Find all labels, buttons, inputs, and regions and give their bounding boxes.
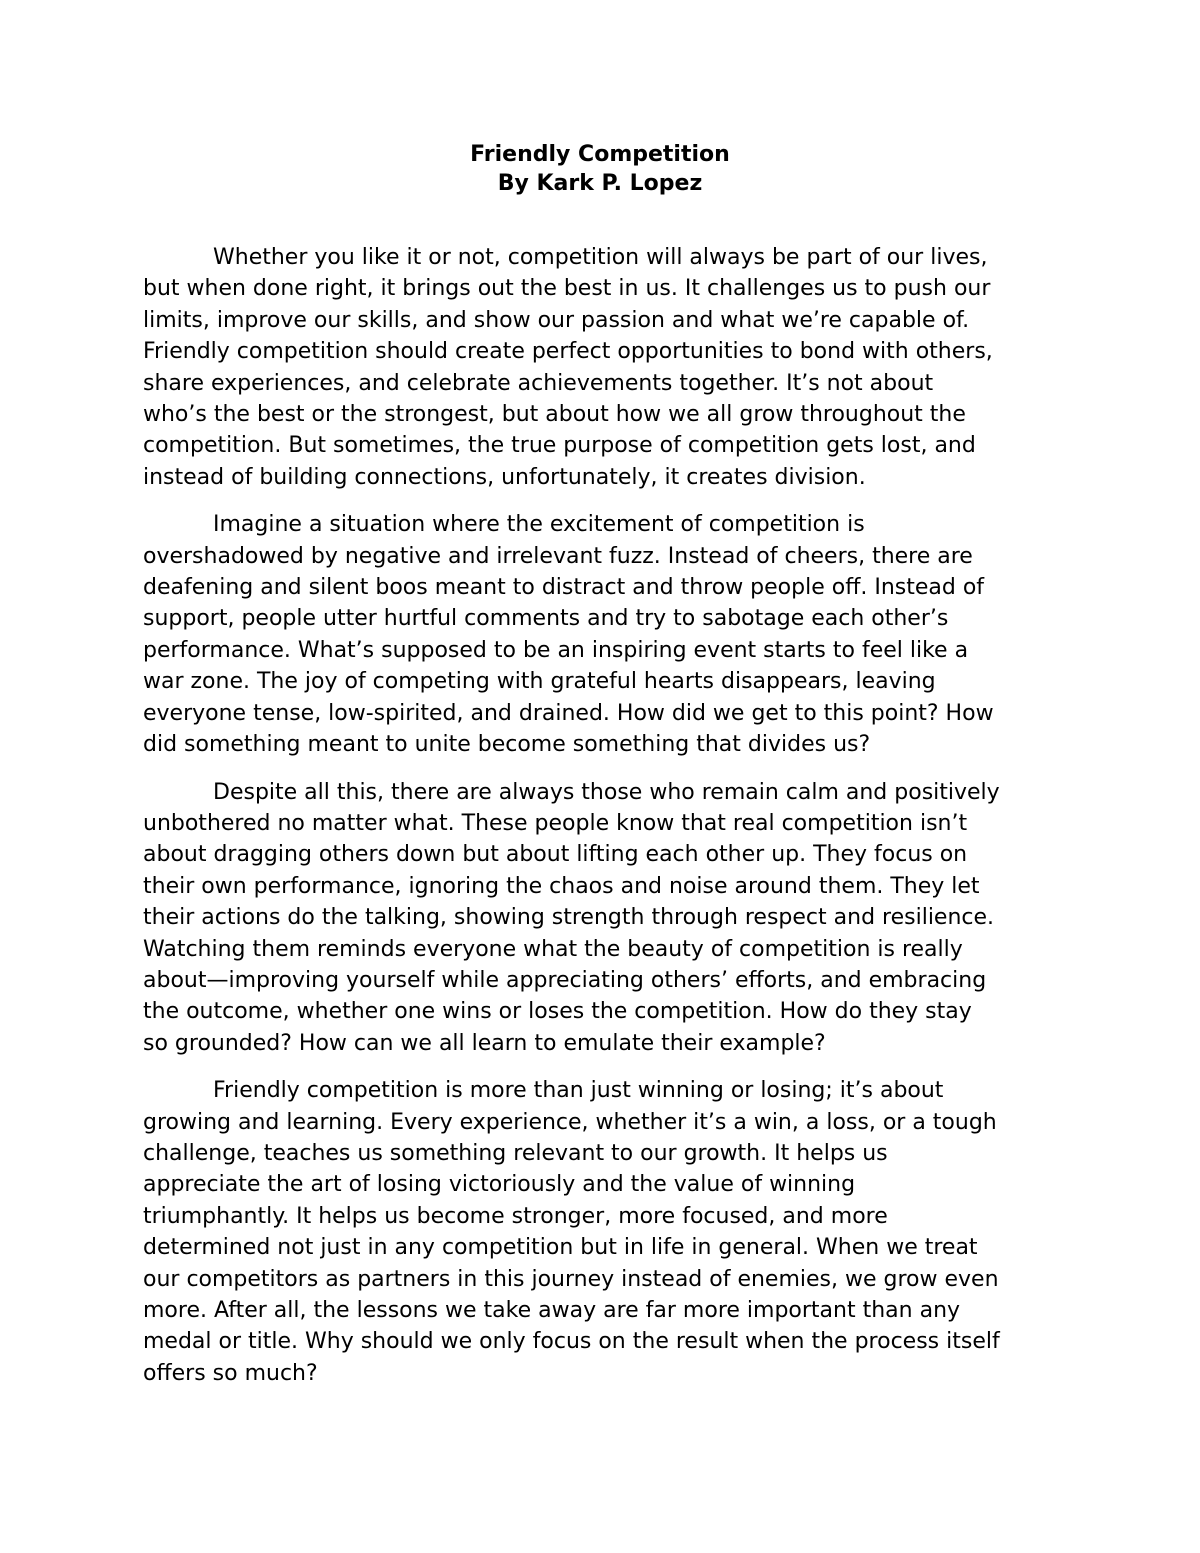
paragraph [143,242,1063,493]
paragraph-line: appreciate the art of losing victoriously and the value of winning [143,1172,856,1198]
paragraph-line: performance. What’s supposed to be an inspiring event starts to feel like a [143,637,969,663]
paragraph-line: their own performance, ignoring the chaos and noise around them. They let [143,873,980,899]
paragraph-line: Watching them reminds everyone what the beauty of competition is really [143,936,963,962]
paragraph-line: our competitors as partners in this journey instead of enemies, we grow even [143,1266,999,1292]
paragraph-line: Friendly competition should create perfect opportunities to bond with others, [143,339,993,365]
paragraph-line: challenge, teaches us something relevant to our growth. It helps us [143,1140,888,1166]
paragraph-line: about—improving yourself while appreciating others’ efforts, and embracing [143,967,987,993]
paragraph-line: Whether you like it or not, competition will always be part of our lives, [213,245,988,270]
paragraph-line: share experiences, and celebrate achievements together. It’s not about [143,370,934,396]
document-title: Friendly Competition [470,142,730,167]
paragraph-line: Despite all this, there are always those who remain calm and positively [213,779,1000,805]
document-author: By Kark P. Lopez [497,171,703,196]
paragraph-line: triumphantly. It helps us become stronger, more focused, and more [143,1203,888,1229]
paragraph-line: more. After all, the lessons we take away are far more important than any [143,1298,961,1323]
paragraph-line: war zone. The joy of competing with grateful hearts disappears, leaving [143,669,936,695]
title-block [0,140,1200,198]
paragraph-line: offers so much? [143,1360,318,1386]
paragraph-line: Friendly competition is more than just winning or losing; it’s about [213,1078,944,1104]
paragraph-line: growing and learning. Every experience, whether it’s a win, a loss, or a tough [143,1109,997,1135]
paragraph-line: overshadowed by negative and irrelevant fuzz. Instead of cheers, there are [143,543,973,569]
paragraph-line: did something meant to unite become something that divides us? [143,732,871,758]
paragraph-line: who’s the best or the strongest, but about how we all grow throughout the [143,402,966,428]
paragraph-line: everyone tense, low-spirited, and drained. How did we get to this point? How [143,700,994,726]
paragraph-line: determined not just in any competition but in life in general. When we treat [143,1235,978,1261]
paragraph-line: limits, improve our skills, and show our passion and what we’re capable of. [143,307,970,333]
paragraph-line: but when done right, it brings out the best in us. It challenges us to push our [143,276,991,302]
paragraph-line: the outcome, whether one wins or loses the competition. How do they stay [143,999,972,1025]
document-body [143,242,1063,1405]
paragraph [143,1075,1063,1389]
paragraph-line: about dragging others down but about lifting each other up. They focus on [143,842,968,868]
paragraph-line: Imagine a situation where the excitement of competition is [213,512,865,538]
paragraph-line: instead of building connections, unfortunately, it creates division. [143,464,866,490]
paragraph-line: support, people utter hurtful comments and try to sabotage each other’s [143,606,949,632]
paragraph [143,777,1063,1060]
paragraph-line: deafening and silent boos meant to distract and throw people off. Instead of [143,575,985,601]
paragraph-line: so grounded? How can we all learn to emulate their example? [143,1030,826,1056]
paragraph-line: medal or title. Why should we only focus on the result when the process itself [143,1329,1000,1355]
paragraph-line: unbothered no matter what. These people know that real competition isn’t [143,810,968,836]
paragraph [143,509,1063,760]
paragraph-line: competition. But sometimes, the true purpose of competition gets lost, and [143,433,976,459]
paragraph-line: their actions do the talking, showing strength through respect and resilience. [143,905,995,931]
